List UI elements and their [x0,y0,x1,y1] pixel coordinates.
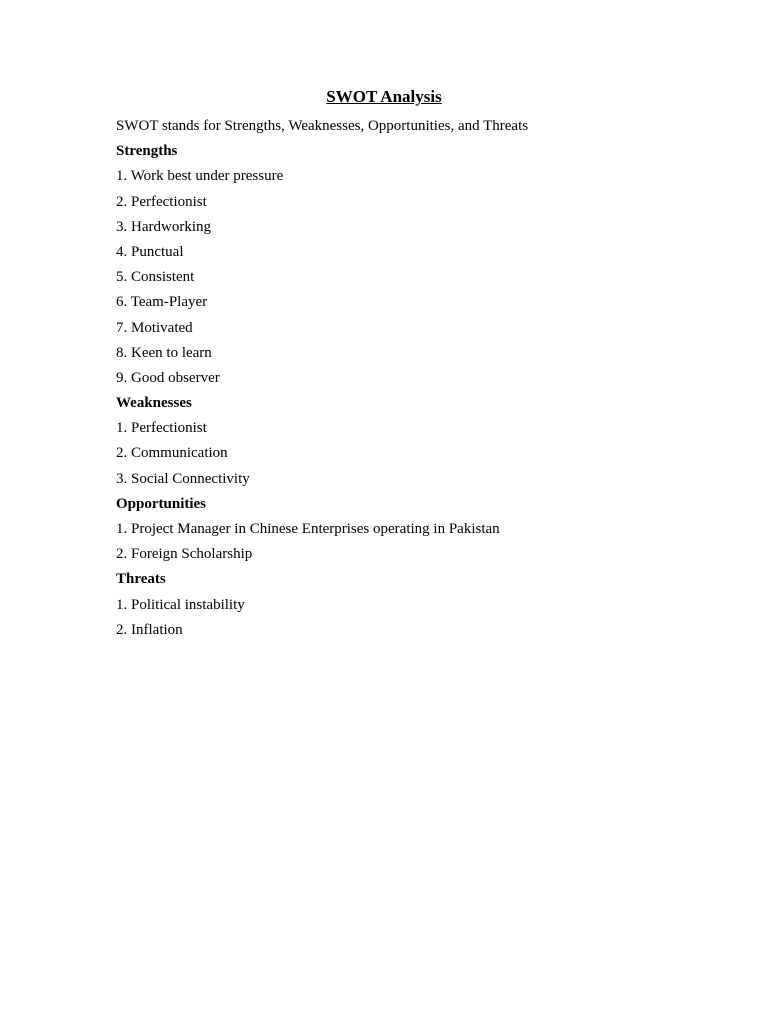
list-item: 7. Motivated [116,319,193,336]
document-title: SWOT Analysis [326,87,442,106]
section-weaknesses [116,391,652,492]
list-item: 1. Work best under pressure [116,168,284,185]
list-item: 8. Keen to learn [116,344,212,361]
list-item: 4. Punctual [116,243,184,260]
section-heading: Weaknesses [116,395,192,412]
section-heading: Opportunities [116,495,207,512]
list-item: 9. Good observer [116,369,220,386]
list-item: 6. Team-Player [116,294,208,311]
list-item: 1. Perfectionist [116,420,207,437]
section-heading: Strengths [116,143,178,160]
section-threats [116,567,652,643]
section-strengths [116,139,652,391]
list-item: 2. Inflation [116,621,183,638]
list-item: 3. Social Connectivity [116,470,250,487]
list-item: 1. Project Manager in Chinese Enterprises operating in Pakistan [116,521,500,537]
list-item: 3. Hardworking [116,218,211,235]
list-item: 1. Political instability [116,596,245,613]
list-item: 2. Foreign Scholarship [116,546,253,563]
list-item: 2. Perfectionist [116,193,207,210]
document-body [116,86,652,643]
section-opportunities [116,492,652,568]
intro-text: SWOT stands for Strengths, Weaknesses, Opportunities, and Threats [116,118,529,134]
list-item: 2. Communication [116,445,228,462]
list-item: 5. Consistent [116,269,195,286]
section-heading: Threats [116,571,166,588]
